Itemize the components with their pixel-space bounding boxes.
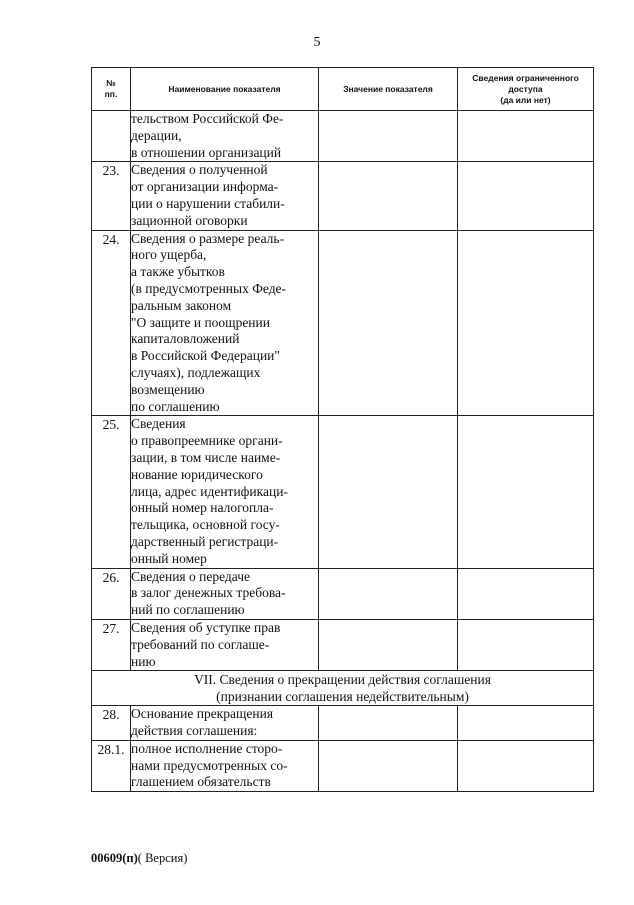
row-number: 26. xyxy=(92,568,131,619)
indicator-name-line: в Российской Федерации" xyxy=(131,348,280,364)
indicator-name xyxy=(131,740,319,791)
indicator-name xyxy=(131,416,319,568)
page-number: 5 xyxy=(313,35,321,50)
row-number: 28.1. xyxy=(92,740,131,791)
indicator-value-cell xyxy=(319,740,458,791)
indicator-name-line: Сведения о полученной xyxy=(131,162,268,178)
indicator-name-line: (в предусмотренных Феде- xyxy=(131,280,287,296)
indicator-name-line: тельщика, основной госу- xyxy=(131,517,280,533)
header-num: № пп. xyxy=(92,68,131,111)
restricted-access-cell xyxy=(458,162,594,230)
indicator-name-line: случаях), подлежащих xyxy=(131,364,261,380)
indicator-value-cell xyxy=(319,568,458,619)
indicator-name-line: нами предусмотренных со- xyxy=(131,757,288,773)
indicator-name-line: требований по соглаше- xyxy=(131,636,270,652)
table-row xyxy=(92,706,594,741)
indicator-name-line: о правопреемнике органи- xyxy=(131,433,283,449)
restricted-access-cell xyxy=(458,416,594,568)
indicator-name-line: зации, в том числе наиме- xyxy=(131,449,281,465)
restricted-access-cell xyxy=(458,568,594,619)
header-value: Значение показателя xyxy=(319,68,458,111)
indicator-value-cell xyxy=(319,706,458,741)
indicator-name-line: ральным законом xyxy=(131,297,232,313)
indicator-name-line: от организации информа- xyxy=(131,179,279,195)
indicator-name xyxy=(131,230,319,416)
indicator-name-line: полное исполнение сторо- xyxy=(131,740,283,756)
indicator-name-line: нию xyxy=(131,653,156,669)
indicator-value-cell xyxy=(319,162,458,230)
form-version: ( Версия) xyxy=(137,851,188,865)
indicator-value-cell xyxy=(319,111,458,162)
indicator-name-line: Сведения xyxy=(131,416,186,432)
restricted-access-cell xyxy=(458,706,594,741)
row-number: 23. xyxy=(92,162,131,230)
indicators-table xyxy=(91,67,594,792)
indicator-name-line: "О защите и поощрении xyxy=(131,314,270,330)
indicator-name-line: возмещению xyxy=(131,381,205,397)
table-row xyxy=(92,111,594,162)
indicator-name-line: ний по соглашению xyxy=(131,602,245,618)
table-row xyxy=(92,568,594,619)
table-row xyxy=(92,162,594,230)
indicator-value-cell xyxy=(319,416,458,568)
indicator-name-line: онный номер налогопла- xyxy=(131,500,274,516)
indicator-name-line: ного ущерба, xyxy=(131,247,207,263)
table-row xyxy=(92,230,594,416)
section-heading: VII. Сведения о прекращении действия соглашения (признании соглашения недействительным) xyxy=(92,671,594,706)
indicator-name-line: онный номер xyxy=(131,550,207,566)
indicator-name-line: дарственный регистраци- xyxy=(131,533,279,549)
restricted-access-cell xyxy=(458,740,594,791)
indicator-name-line: ции о нарушении стабили- xyxy=(131,195,285,211)
indicator-name-line: а также убытков xyxy=(131,264,225,280)
row-number: 24. xyxy=(92,230,131,416)
row-number: 28. xyxy=(92,706,131,741)
indicator-name xyxy=(131,111,319,162)
indicator-name-line: лица, адрес идентификаци- xyxy=(131,483,288,499)
row-number xyxy=(92,111,131,162)
header-name: Наименование показателя xyxy=(131,68,319,111)
indicator-name-line: нование юридического xyxy=(131,466,263,482)
indicator-name-line: Сведения о размере реаль- xyxy=(131,230,285,246)
indicator-name-line: действия соглашения: xyxy=(131,723,258,739)
table-row xyxy=(92,619,594,670)
restricted-access-cell xyxy=(458,619,594,670)
indicator-name xyxy=(131,568,319,619)
indicator-name-line: тельством Российской Фе- xyxy=(131,111,284,126)
indicator-name xyxy=(131,619,319,670)
indicator-name-line: Сведения о передаче xyxy=(131,568,251,584)
indicator-name-line: капиталовложений xyxy=(131,331,240,347)
indicator-name-line: зационной оговорки xyxy=(131,212,248,228)
restricted-access-cell xyxy=(458,230,594,416)
footer xyxy=(91,851,187,866)
row-number: 27. xyxy=(92,619,131,670)
table-row xyxy=(92,416,594,568)
table-row xyxy=(92,740,594,791)
indicator-name xyxy=(131,162,319,230)
indicator-name-line: Сведения об уступке прав xyxy=(131,619,281,635)
indicator-value-cell xyxy=(319,619,458,670)
indicator-name-line: в отношении организаций xyxy=(131,144,282,160)
indicator-name-line: глашением обязательств xyxy=(131,774,271,790)
indicator-name xyxy=(131,706,319,741)
section-row xyxy=(92,671,594,706)
indicator-name-line: по соглашению xyxy=(131,398,220,414)
restricted-access-cell xyxy=(458,111,594,162)
indicator-value-cell xyxy=(319,230,458,416)
indicator-name-line: дерации, xyxy=(131,127,182,143)
indicator-name-line: в залог денежных требова- xyxy=(131,585,286,601)
indicator-name-line: Основание прекращения xyxy=(131,706,274,722)
table-header-row xyxy=(92,68,594,111)
row-number: 25. xyxy=(92,416,131,568)
form-code: 00609(п) xyxy=(91,851,138,865)
header-restricted: Сведения ограниченного доступа (да или нет) xyxy=(458,68,594,111)
